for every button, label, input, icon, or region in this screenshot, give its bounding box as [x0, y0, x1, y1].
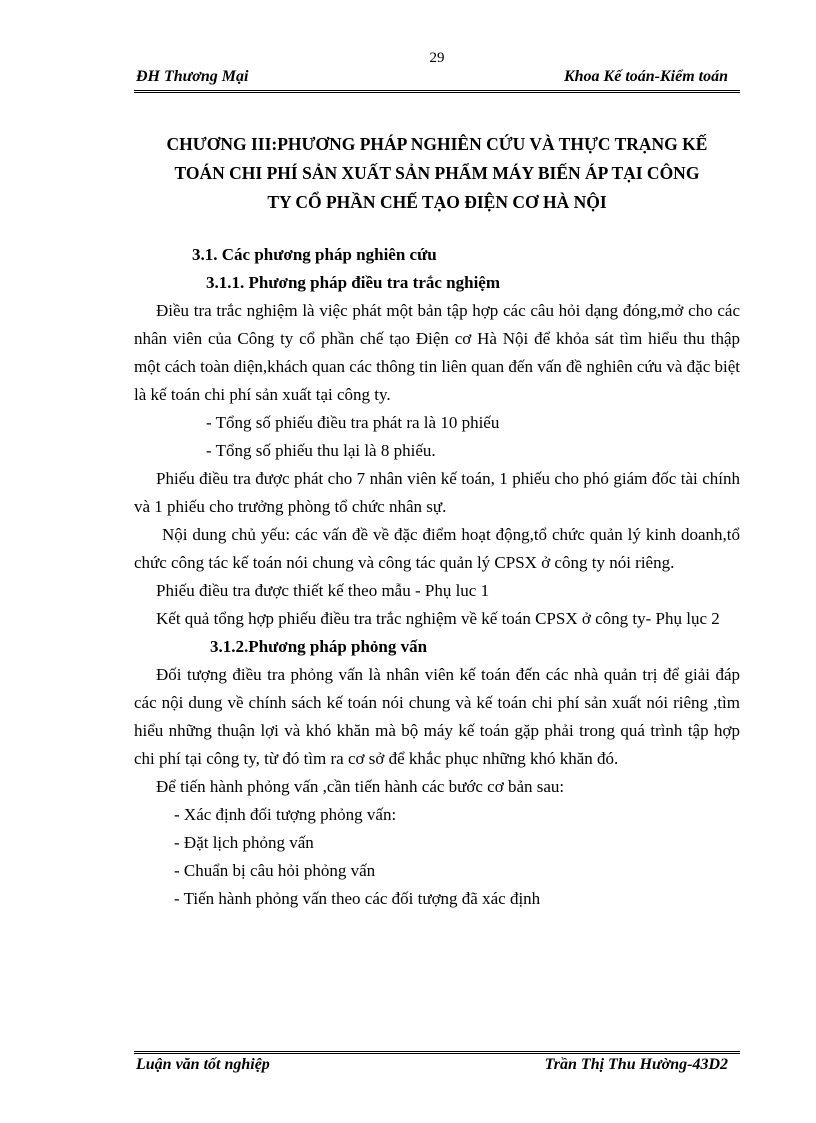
paragraph: Điều tra trắc nghiệm là việc phát một bản tập hợp các câu hỏi dạng đóng,mở cho các nhân viên của Công ty cổ phần chế tạo Điện cơ Hà Nội để khỏa sát tìm hiểu thu thập một cách toàn diện,khách quan các thông tin liên quan đến vấn đề nghiên cứu và đặc biệt là kế toán chi phí sản xuất tại công ty.	[134, 301, 740, 404]
header-rule	[134, 90, 740, 93]
paragraph: Đối tượng điều tra phỏng vấn là nhân viên kế toán đến các nhà quản trị để giải đáp các nội dung về chính sách kế toán nói chung và kế toán chi phí sản xuất nói riêng ,tìm hiểu những thuận lợi và khó khăn mà bộ máy kế toán gặp phải trong quá trình tập hợp chi phí tại công ty, từ đó tìm ra cơ sở để khắc phục những khó khăn đó.	[134, 665, 740, 768]
list-item: - Tổng số phiếu thu lại là 8 phiếu.	[206, 441, 436, 460]
paragraph: Kết quả tổng hợp phiếu điều tra trắc nghiệm về kế toán CPSX ở công ty- Phụ lục 2	[156, 609, 720, 628]
list-item: - Đặt lịch phỏng vấn	[174, 833, 314, 852]
list-item: - Tổng số phiếu điều tra phát ra là 10 phiếu	[206, 413, 500, 432]
section-heading-3-1-1: 3.1.1. Phương pháp điều tra trắc nghiệm	[206, 273, 500, 292]
section-heading-3-1-2: 3.1.2.Phương pháp phỏng vấn	[210, 637, 428, 656]
list-item: - Tiến hành phỏng vấn theo các đối tượng đã xác định	[174, 889, 541, 908]
chapter-title-line: TY CỔ PHẦN CHẾ TẠO ĐIỆN CƠ HÀ NỘI	[267, 192, 607, 212]
footer-author: Trần Thị Thu Hường-43D2	[544, 1056, 728, 1073]
list-item: - Chuẩn bị câu hỏi phỏng vấn	[174, 861, 376, 880]
paragraph: Phiếu điều tra được thiết kế theo mẫu - Phụ luc 1	[156, 581, 490, 600]
footer-rule	[134, 1051, 740, 1054]
section-heading-3-1: 3.1. Các phương pháp nghiên cứu	[192, 245, 437, 264]
document-body	[134, 241, 740, 913]
paragraph: Nội dung chủ yếu: các vấn đề về đặc điểm hoạt động,tổ chức quản lý kinh doanh,tổ chức công tác kế toán nói chung và công tác quản lý CPSX ở công ty nói riêng.	[134, 525, 740, 572]
chapter-title	[134, 130, 740, 217]
list-item: - Xác định đối tượng phỏng vấn:	[174, 805, 397, 824]
footer-thesis-label: Luận văn tốt nghiệp	[136, 1056, 270, 1073]
header-faculty: Khoa Kế toán-Kiểm toán	[563, 68, 728, 85]
chapter-title-line: TOÁN CHI PHÍ SẢN XUẤT SẢN PHẨM MÁY BIẾN ÁP TẠI CÔNG	[174, 163, 700, 183]
paragraph: Phiếu điều tra được phát cho 7 nhân viên kế toán, 1 phiếu cho phó giám đốc tài chính và 1 phiếu cho trưởng phòng tổ chức nhân sự.	[134, 469, 740, 516]
page-number: 29	[429, 50, 445, 66]
chapter-title-line: CHƯƠNG III:PHƯƠNG PHÁP NGHIÊN CỨU VÀ THỰC TRẠNG KẾ	[166, 134, 708, 154]
paragraph: Để tiến hành phỏng vấn ,cần tiến hành các bước cơ bản sau:	[156, 777, 565, 796]
header-university: ĐH Thương Mại	[136, 68, 249, 85]
